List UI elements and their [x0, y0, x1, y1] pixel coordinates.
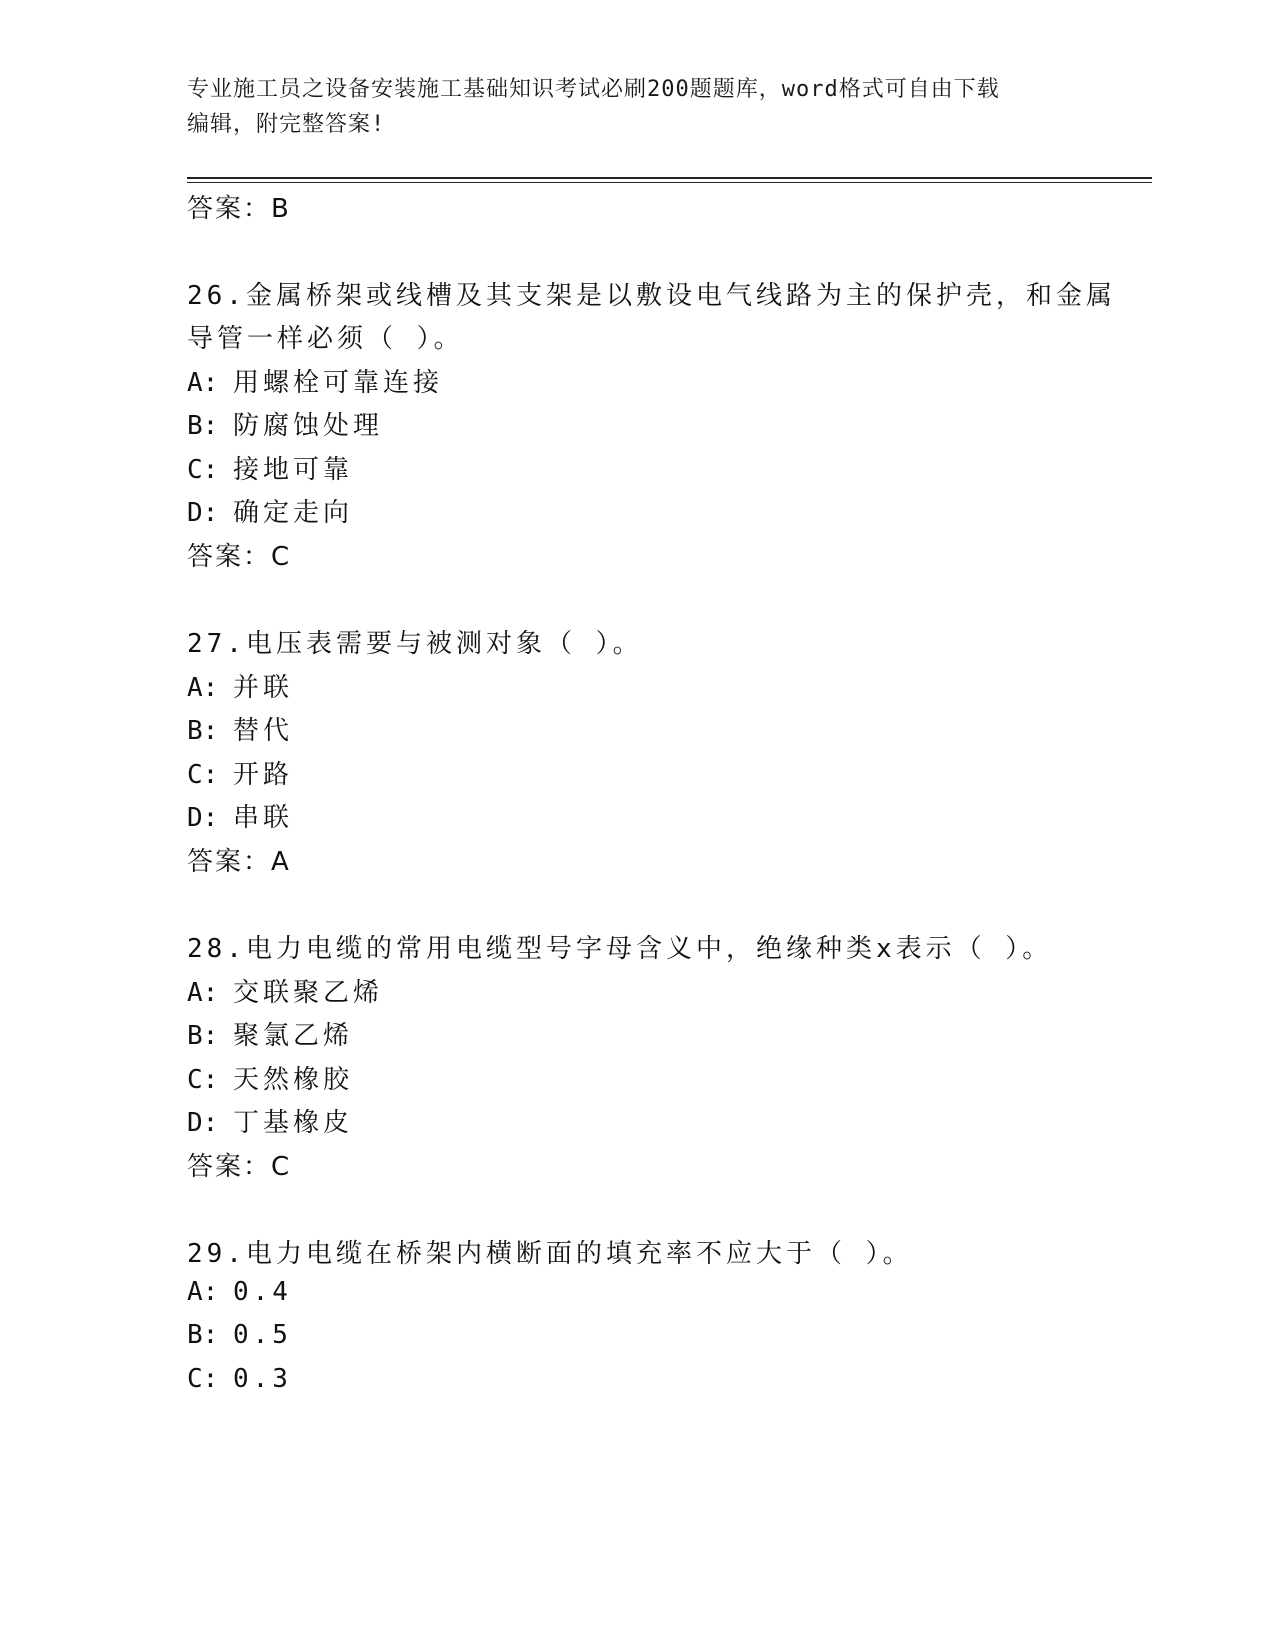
question-26-option-a [187, 362, 443, 399]
option-letter: C: [187, 1065, 219, 1095]
header-divider-thin [187, 182, 1152, 183]
option-text: 交联聚乙烯 [233, 978, 384, 1008]
option-letter: A: [187, 978, 219, 1008]
option-text: 串联 [233, 803, 294, 833]
option-letter: B: [187, 1320, 219, 1350]
answer-value: A [271, 847, 291, 877]
answer-label: 答案： [187, 194, 272, 224]
header-divider-thick [187, 177, 1152, 179]
option-letter: A: [187, 368, 219, 398]
question-27-answer [187, 841, 291, 878]
question-26-option-c [187, 449, 353, 486]
option-letter: A: [187, 1277, 219, 1307]
question-27-option-b [187, 710, 293, 747]
option-text: 替代 [233, 716, 294, 746]
option-text: 确定走向 [233, 498, 354, 528]
answer-value: C [271, 1152, 292, 1182]
option-letter: B: [187, 1021, 219, 1051]
option-text: 聚氯乙烯 [233, 1021, 354, 1051]
option-text: 0.4 [233, 1277, 292, 1307]
question-28-option-a [187, 972, 383, 1009]
question-28-option-c [187, 1059, 353, 1096]
option-letter: D: [187, 1108, 219, 1138]
question-29-option-c [187, 1364, 292, 1394]
header-title-line-2: 编辑，附完整答案! [187, 112, 386, 137]
option-text: 开路 [233, 760, 294, 790]
option-text: 并联 [233, 673, 294, 703]
question-27-stem-line-1: 27.电压表需要与被测对象（ ）。 [187, 629, 643, 659]
answer-value: C [271, 542, 292, 572]
option-letter: A: [187, 673, 219, 703]
option-text: 0.3 [233, 1364, 292, 1394]
question-28-option-d [187, 1102, 353, 1139]
answer-label: 答案： [187, 542, 272, 572]
question-27-option-d [187, 797, 293, 834]
option-text: 0.5 [233, 1320, 292, 1350]
question-28-option-b [187, 1015, 353, 1052]
question-29-option-a [187, 1277, 292, 1307]
header-title-line-1: 专业施工员之设备安装施工基础知识考试必刷200题题库，word格式可自由下载 [187, 77, 1000, 102]
answer-label: 答案： [187, 847, 272, 877]
answer-label: 答案： [187, 1152, 272, 1182]
document-header [187, 72, 1087, 142]
option-letter: B: [187, 411, 219, 441]
top-answer [187, 188, 291, 225]
question-28-answer [187, 1146, 291, 1183]
question-27-option-c [187, 754, 293, 791]
option-text: 天然橡胶 [233, 1065, 354, 1095]
option-letter: D: [187, 498, 219, 528]
question-26-option-b [187, 405, 383, 442]
question-26-answer [187, 536, 291, 573]
question-28-stem-line-1: 28.电力电缆的常用电缆型号字母含义中，绝缘种类x表示（ ）。 [187, 934, 1053, 964]
answer-value: B [271, 194, 291, 224]
question-27-option-a [187, 667, 293, 704]
option-text: 用螺栓可靠连接 [233, 368, 444, 398]
option-letter: C: [187, 760, 219, 790]
question-26-stem-line-1: 26.金属桥架或线槽及其支架是以敷设电气线路为主的保护壳，和金属 [187, 281, 1116, 311]
option-letter: D: [187, 803, 219, 833]
question-26-option-d [187, 492, 353, 529]
question-29-stem-line-1: 29.电力电缆在桥架内横断面的填充率不应大于（ ）。 [187, 1239, 913, 1269]
option-text: 丁基橡皮 [233, 1108, 354, 1138]
option-letter: C: [187, 455, 219, 485]
question-29-option-b [187, 1320, 292, 1350]
option-text: 接地可靠 [233, 455, 354, 485]
option-letter: B: [187, 716, 219, 746]
option-text: 防腐蚀处理 [233, 411, 384, 441]
option-letter: C: [187, 1364, 219, 1394]
question-26-stem-line-2: 导管一样必须（ ）。 [187, 324, 464, 354]
